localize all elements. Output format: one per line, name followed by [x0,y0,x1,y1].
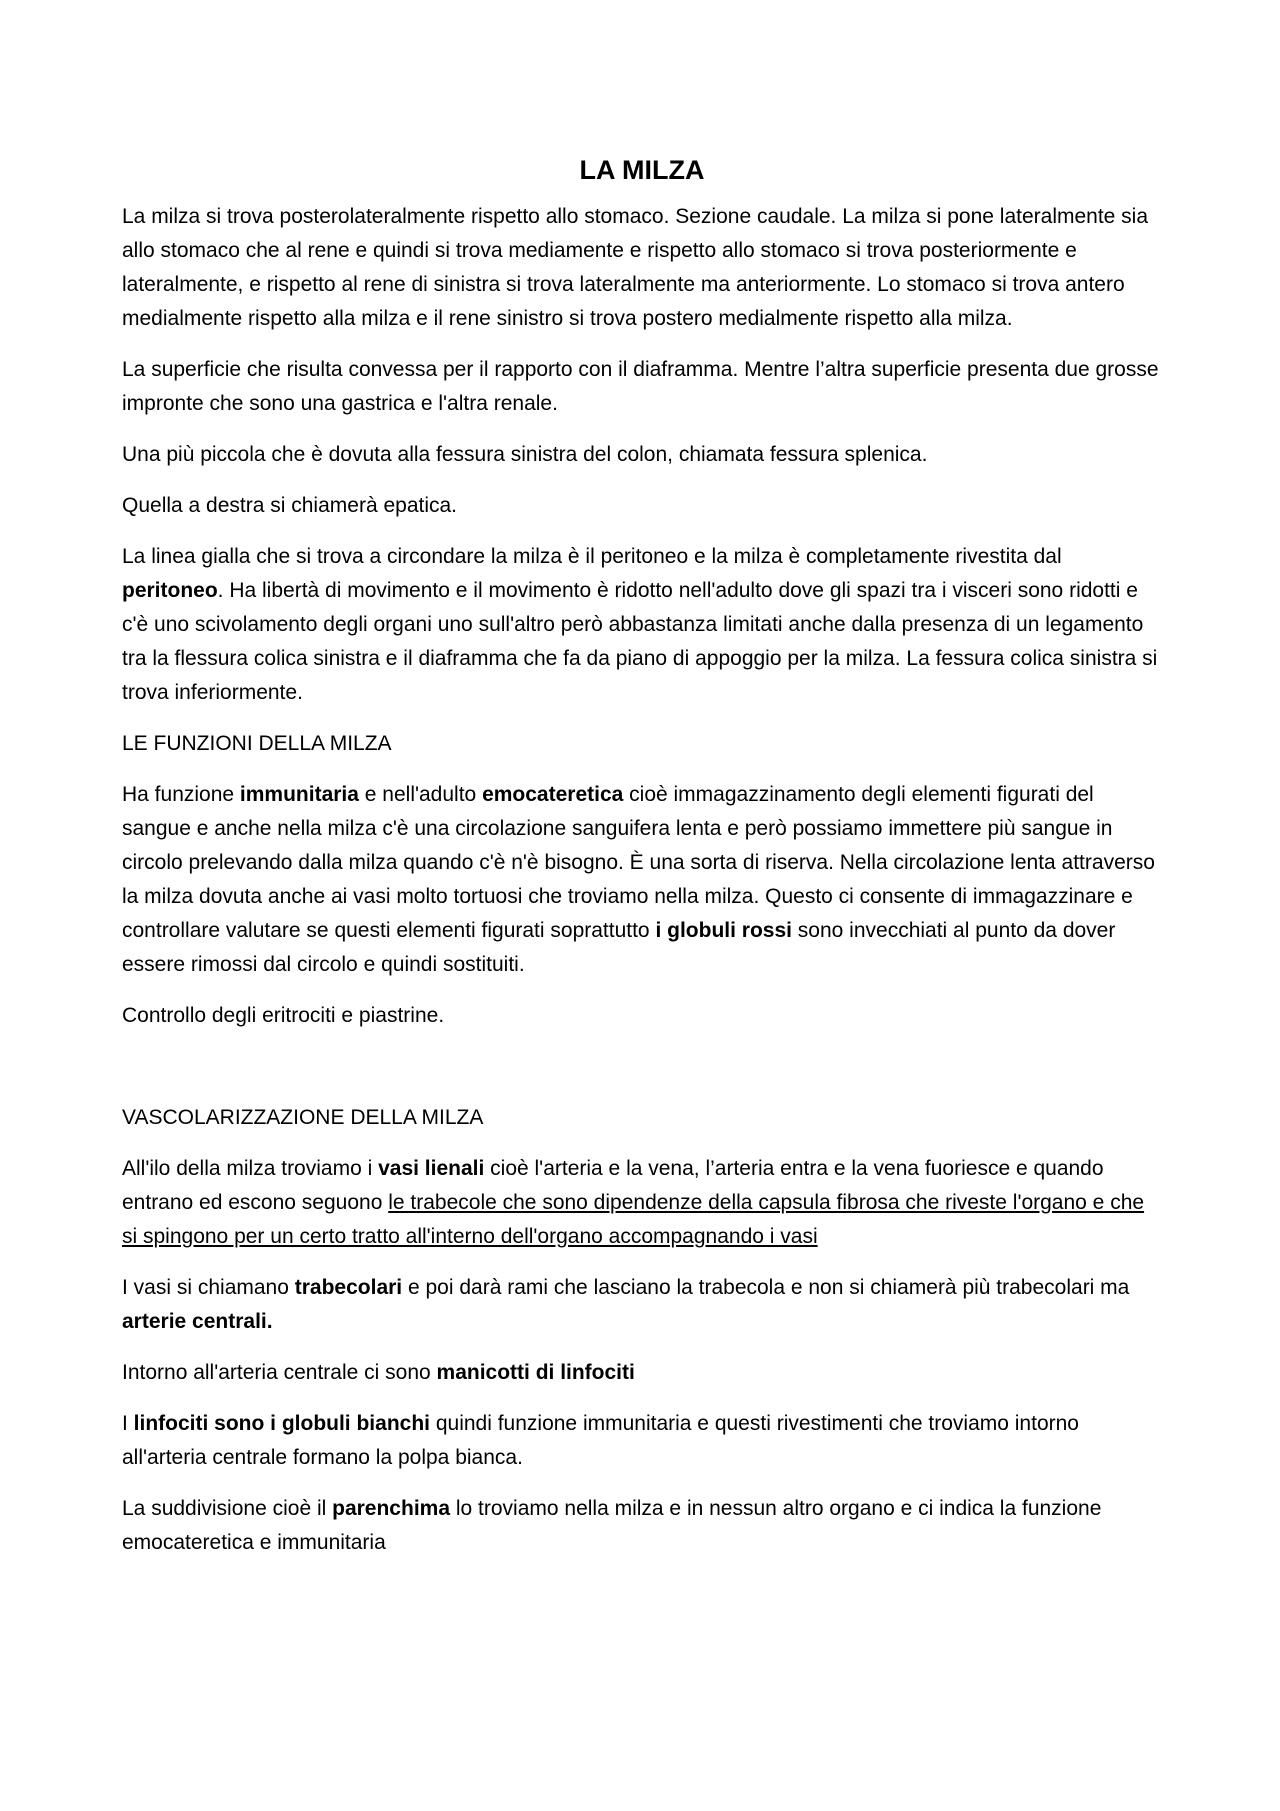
paragraph-hepatic: Quella a destra si chiamerà epatica. [122,494,458,517]
paragraph-functions [122,778,1162,982]
document-page [122,150,1162,1577]
paragraph-lymphocyte-sleeves [122,1356,1162,1390]
text-run: lo troviamo nella milza e in nessun altro organo e ci indica la funzione emocateretica e immunitaria [122,1497,1102,1554]
section-heading-vascularization: VASCOLARIZZAZIONE DELLA MILZA [122,1106,484,1129]
text-run: e poi darà rami che lasciano la trabecola e non si chiamerà più trabecolari ma [402,1276,1130,1299]
text-run: I [122,1412,134,1435]
bold-term-trabecolari: trabecolari [294,1276,403,1299]
text-run: Ha funzione [122,783,240,806]
document-title: LA MILZA [579,155,705,185]
bold-term-parenchima: parenchima [332,1497,451,1520]
underlined-trabecole: le trabecole che sono dipendenze della capsula fibrosa che riveste l'organo e che si spingono per un certo tratto all'interno dell'organo accompagnando i vasi [122,1191,1145,1248]
bold-term-manicotti: manicotti di linfociti [436,1361,635,1384]
bold-term-linfociti: linfociti sono i globuli bianchi [133,1412,430,1435]
bold-term-globuli-rossi: i globuli rossi [655,919,792,942]
blank-line [122,1050,1162,1101]
bold-term-vasi-lienali: vasi lienali [378,1157,485,1180]
paragraph-white-pulp [122,1407,1162,1475]
text-run: sono invecchiati al punto da dover essere rimossi dal circolo e quindi sostituiti. [122,919,1116,976]
text-run: Intorno all'arteria centrale ci sono [122,1361,437,1384]
paragraph-surfaces: La superficie che risulta convessa per il rapporto con il diaframma. Mentre l’altra superficie presenta due grosse impronte che sono una gastrica e l'altra renale. [122,358,1159,415]
paragraph-hilum [122,1152,1162,1254]
paragraph-peritoneum [122,540,1162,710]
bold-term-emocateretica: emocateretica [482,783,624,806]
text-run: All'ilo della milza troviamo i [122,1157,379,1180]
text-run: I vasi si chiamano [122,1276,295,1299]
text-run: quindi funzione immunitaria e questi rivestimenti che troviamo intorno all'arteria centrale formano la polpa bianca. [122,1412,1079,1469]
section-heading-functions: LE FUNZIONI DELLA MILZA [122,732,392,755]
bold-term-peritoneo: peritoneo [122,579,218,602]
bold-term-arterie-centrali: arterie centrali. [122,1310,273,1333]
paragraph-position: La milza si trova posterolateralmente rispetto allo stomaco. Sezione caudale. La milza si pone lateralmente sia allo stomaco che al rene e quindi si trova mediamente e rispetto allo stomaco si trova posteriormente e lateralmente, e rispetto al rene di sinistra si trova lateralmente ma anteriormente. Lo stomaco si trova antero medialmente rispetto alla milza e il rene sinistro si trova postero medialmente rispetto alla milza. [122,205,1149,330]
text-run: . Ha libertà di movimento e il movimento è ridotto nell'adulto dove gli spazi tra i visceri sono ridotti e c'è uno scivolamento degli organi uno sull'altro però abbastanza limitati anche dalla presenza di un legamento tra la flessura colica sinistra e il diaframma che fa da piano di appoggio per la milza. La fessura colica sinistra si trova inferiormente. [122,579,1158,704]
text-run: cioè immagazzinamento degli elementi figurati del sangue e anche nella milza c'è una circolazione sanguifera lenta e però possiamo immettere più sangue in circolo prelevando dalla milza quando c'è n'è bisogno. È una sorta di riserva. Nella circolazione lenta attraverso la milza dovuta anche ai vasi molto tortuosi che troviamo nella milza. Questo ci consente di immagazzinare e controllare valutare se questi elementi figurati soprattutto [122,783,1155,942]
text-run: La suddivisione cioè il [122,1497,333,1520]
text-run: La linea gialla che si trova a circondare la milza è il peritoneo e la milza è completamente rivestita dal [122,545,1062,568]
paragraph-trabecular-vessels [122,1271,1162,1339]
paragraph-splenic-fissure: Una più piccola che è dovuta alla fessura sinistra del colon, chiamata fessura splenica. [122,443,928,466]
paragraph-parenchyma [122,1492,1162,1560]
text-run: e nell'adulto [358,783,483,806]
paragraph-control: Controllo degli eritrociti e piastrine. [122,1004,445,1027]
text-run: cioè l'arteria e la vena, l’arteria entra e la vena fuoriesce e quando entrano ed escono seguono [122,1157,1104,1214]
bold-term-immunitaria: immunitaria [239,783,359,806]
